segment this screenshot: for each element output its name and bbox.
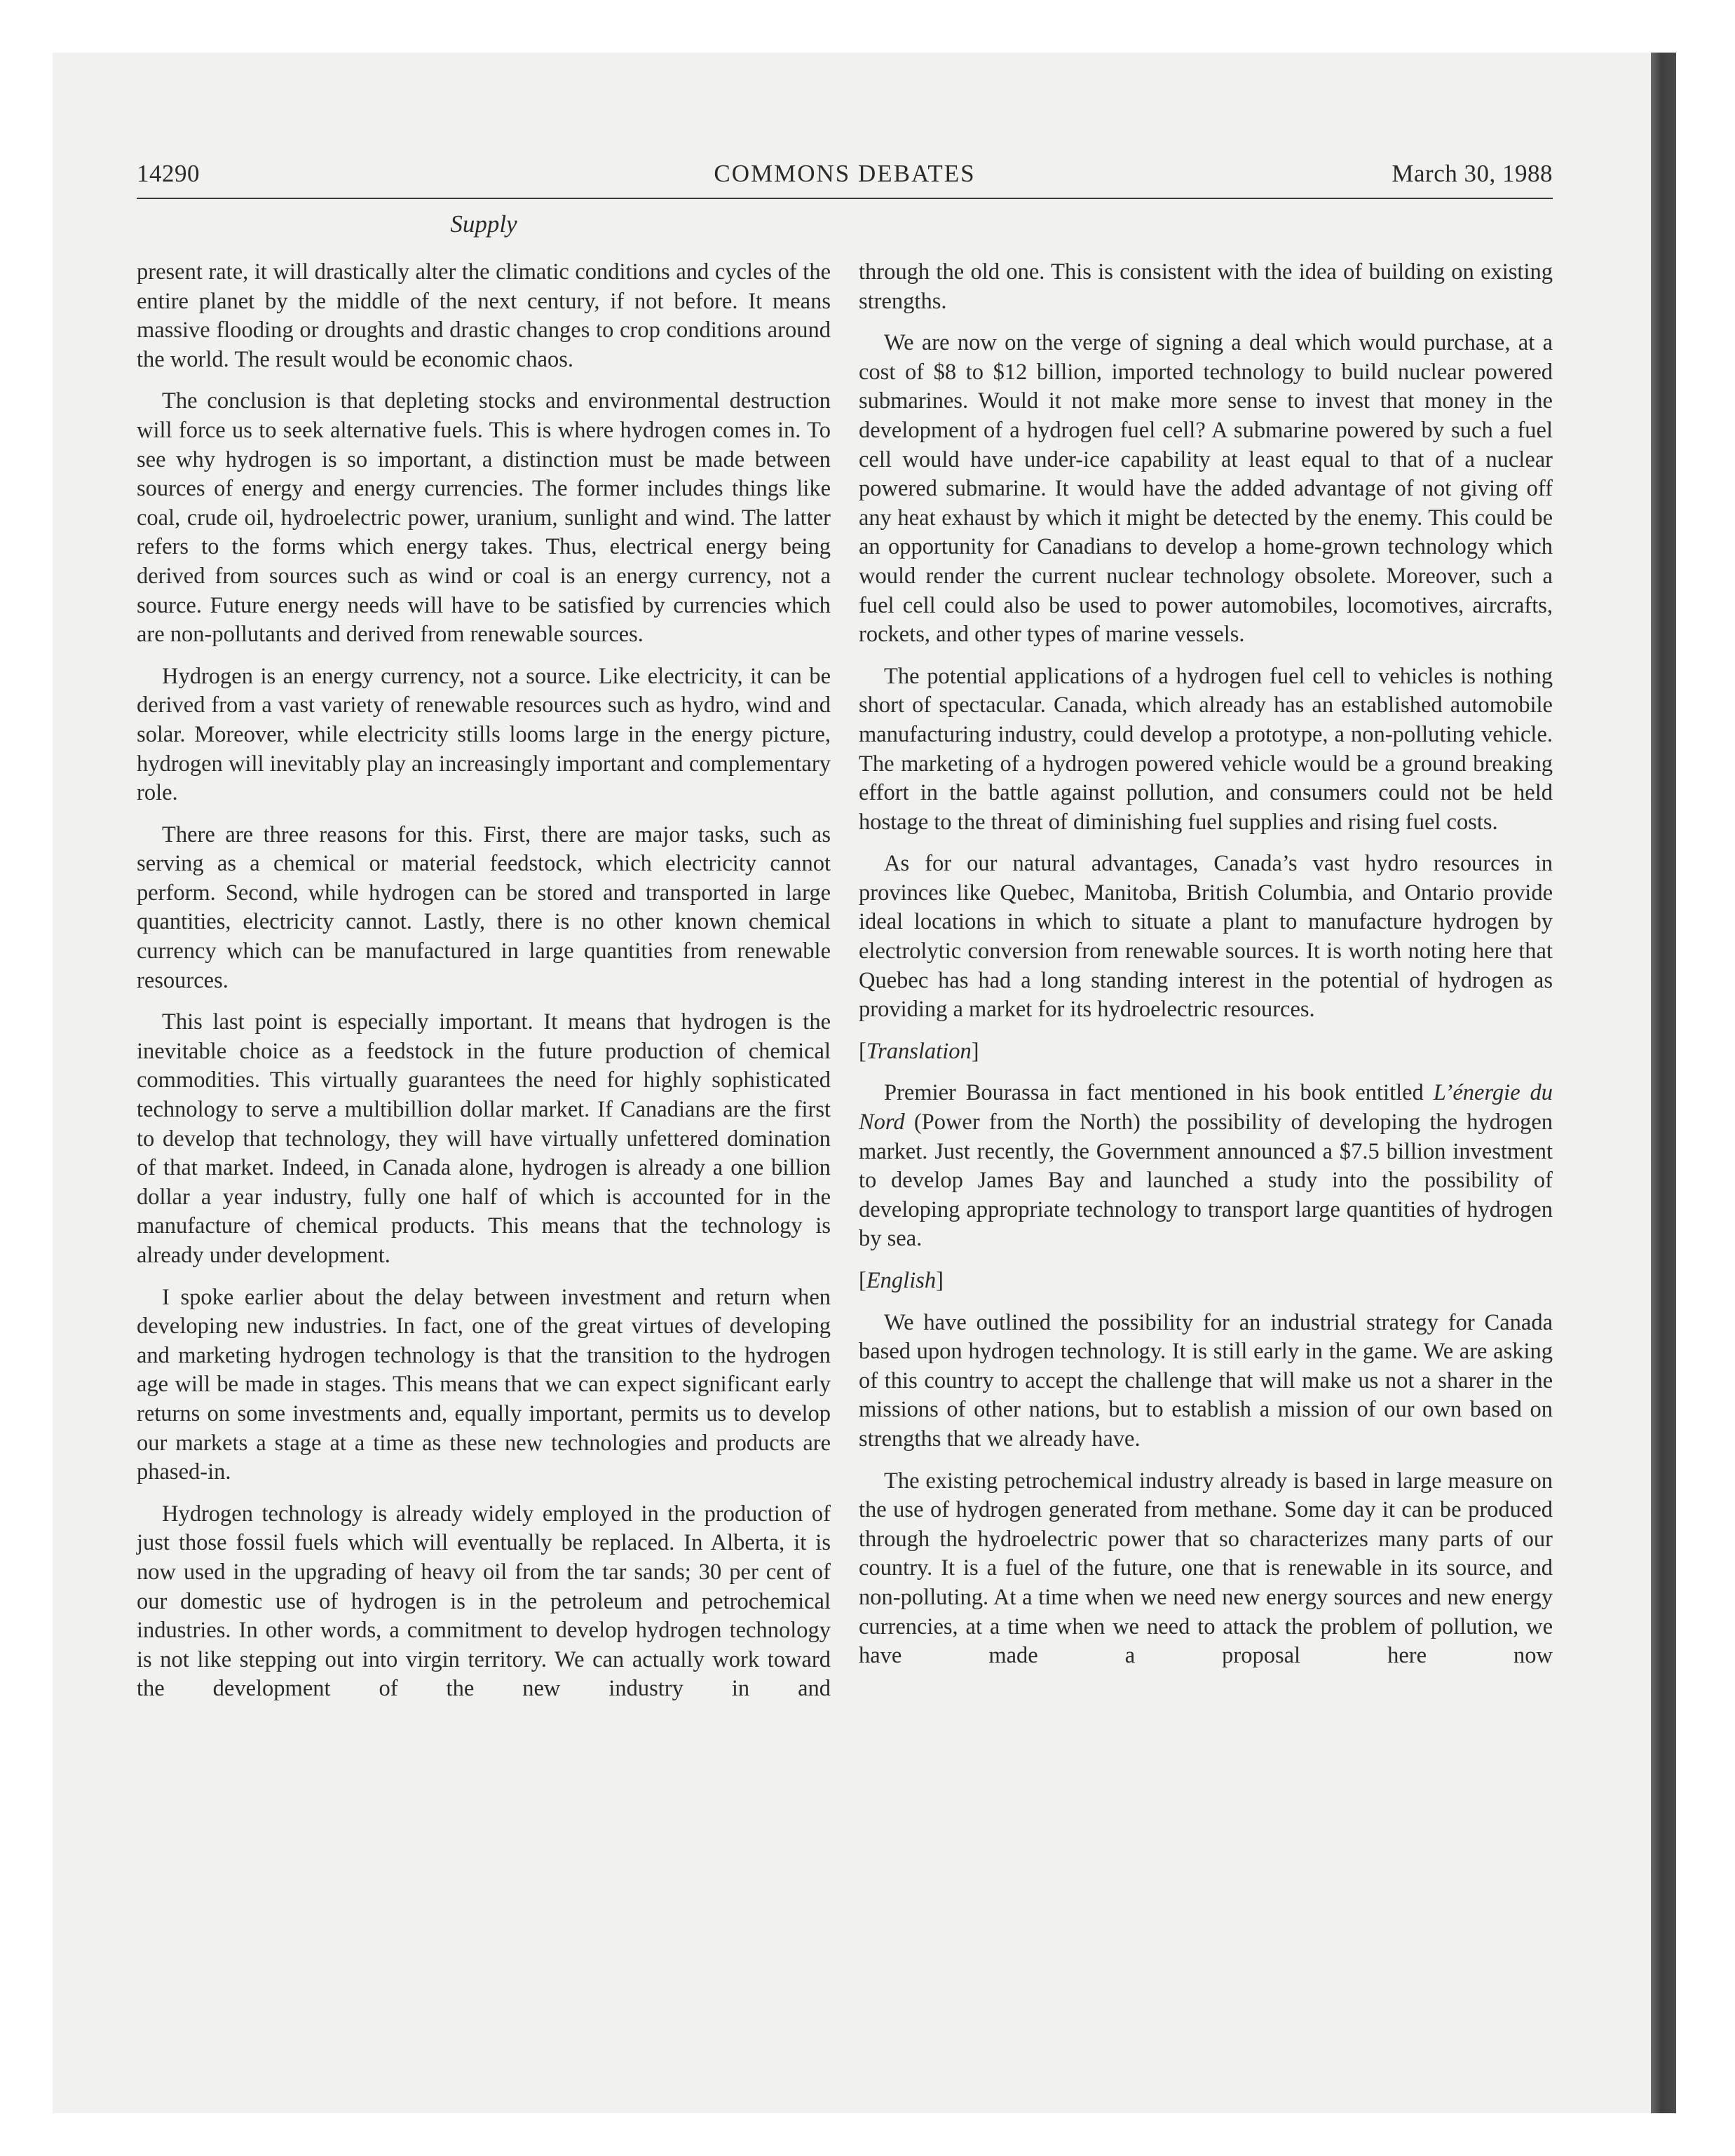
paragraph: I spoke earlier about the delay between investment and return when developing new industries. In fact, one of the great virtues of developing and marketing hydrogen technology is that the transition to the hydrogen age will be made in stages. This means that we can expect significant early returns on some investments and, equally important, permits us to develop our markets a stage at a time as these new technologies and products are phased-in. (137, 1284, 831, 1485)
paragraph: This last point is especially important. It means that hydrogen is the inevitable choice as a feedstock in the future production of chemical commodities. This virtually guarantees the need for highly sophisticated technology to serve a multibillion dollar market. If Canadians are the first to develop that technology, they will have virtually unfettered domination of that market. Indeed, in Canada alone, hydrogen is already a one billion dollar a year industry, fully one half of which is accounted for in the manufacture of chemical products. This means that the technology is already under development. (137, 1009, 831, 1268)
publication-date: March 30, 1988 (1392, 160, 1553, 187)
scan-edge-shadow (1651, 53, 1676, 2113)
right-column (859, 258, 1553, 1684)
english-marker: [English] (859, 1268, 944, 1293)
paragraph: We have outlined the possibility for an industrial strategy for Canada based upon hydrogen technology. It is still early in the game. We are asking of this country to accept the challenge that will make us not a sharer in the missions of other nations, but to establish a mission of our own based on strengths that we already have. (859, 1309, 1553, 1452)
book-title: L’énergie du Nord (859, 1080, 1553, 1135)
paragraph: The existing petrochemical industry already is based in large measure on the use of hydrogen generated from methane. Some day it can be produced through the hydroelectric power that so characterizes many parts of our country. It is a fuel of the future, one that is renewable in its source, and non-polluting. At a time when we need new energy sources and new energy currencies, at a time when we need to attack the problem of pollution, we have made a proposal here now (859, 1468, 1553, 1669)
paragraph: As for our natural advantages, Canada’s vast hydro resources in provinces like Quebec, Manitoba, British Columbia, and Ontario provide ideal locations in which to situate a plant to manufacture hydrogen by electrolytic conversion from renewable sources. It is worth noting here that Quebec has had a long standing interest in the potential of hydrogen as providing a market for its hydroelectric resources. (859, 851, 1553, 1023)
paragraph-text: Premier Bourassa in fact mentioned in his book entitled (884, 1080, 1434, 1106)
paragraph-text: (Power from the North) the possibility of developing the hydrogen market. Just recently, the Government announced a $7.5 billion investment to develop James Bay and launched a study into the possibility of developing appropriate technology to transport large quantities of hydrogen by sea. (859, 1110, 1553, 1252)
paragraph: There are three reasons for this. First, there are major tasks, such as serving as a chemical or material feedstock, which electricity cannot perform. Second, while hydrogen can be stored and transported in large quantities, electricity cannot. Lastly, there is no other known chemical currency which can be manufactured in large quantities from renewable resources. (137, 821, 831, 993)
paragraph: Hydrogen technology is already widely employed in the production of just those fossil fuels which will eventually be replaced. In Alberta, it is now used in the upgrading of heavy oil from the tar sands; 30 per cent of our domestic use of hydrogen is in the petroleum and petrochemical industries. In other words, a commitment to develop hydrogen technology is not like stepping out into virgin territory. We can actually work toward the development of the new industry in and (137, 1501, 831, 1702)
paragraph: Hydrogen is an energy currency, not a source. Like electricity, it can be derived from a vast variety of renewable resources such as hydro, wind and solar. Moreover, while electricity stills looms large in the energy picture, hydrogen will inevitably play an increasingly important and complementary role. (137, 663, 831, 806)
paragraph: We are now on the verge of signing a deal which would purchase, at a cost of $8 to $12 billion, imported technology to build nuclear powered submarines. Would it not make more sense to invest that money in the development of a hydrogen fuel cell? A submarine powered by such a fuel cell would have under-ice capability at least equal to that of a nuclear powered submarine. It would have the added advantage of not giving off any heat exhaust by which it might be detected by the enemy. This could be an opportunity for Canadians to develop a home-grown technology which would render the current nuclear technology obsolete. Moreover, such a fuel cell could also be used to power automobiles, locomotives, aircrafts, rockets, and other types of marine vessels. (859, 330, 1553, 648)
translation-marker: [Translation] (859, 1038, 979, 1064)
section-heading: Supply (450, 210, 517, 238)
paragraph: The potential applications of a hydrogen fuel cell to vehicles is nothing short of spectacular. Canada, which already has an established automobile manufacturing industry, could develop a prototype, a non-polluting vehicle. The marketing of a hydrogen powered vehicle would be a ground breaking effort in the battle against pollution, and consumers could not be held hostage to the threat of diminishing fuel supplies and rising fuel costs. (859, 663, 1553, 835)
publication-title: COMMONS DEBATES (714, 160, 976, 187)
paragraph: The conclusion is that depleting stocks and environmental destruction will force us to seek alternative fuels. This is where hydrogen comes in. To see why hydrogen is so important, a distinction must be made between sources of energy and energy currencies. The former includes things like coal, crude oil, hydroelectric power, uranium, sunlight and wind. The latter refers to the forms which energy takes. Thus, electrical energy being derived from sources such as wind or coal is an energy currency, not a source. Future energy needs will have to be satisfied by currencies which are non-pollutants and derived from renewable sources. (137, 388, 831, 648)
english-marker-label: English (866, 1268, 937, 1293)
paragraph: through the old one. This is consistent with the idea of building on existing strengths. (859, 259, 1553, 314)
header-rule (137, 198, 1553, 199)
paragraph: present rate, it will drastically alter the climatic conditions and cycles of the entire planet by the middle of the next century, if not before. It means massive flooding or droughts and drastic changes to crop conditions around the world. The result would be economic chaos. (137, 259, 831, 372)
left-column (137, 258, 831, 1717)
page-number: 14290 (137, 160, 200, 187)
translation-marker-label: Translation (866, 1038, 972, 1064)
paragraph (859, 1079, 1553, 1254)
page-header (137, 160, 1553, 199)
